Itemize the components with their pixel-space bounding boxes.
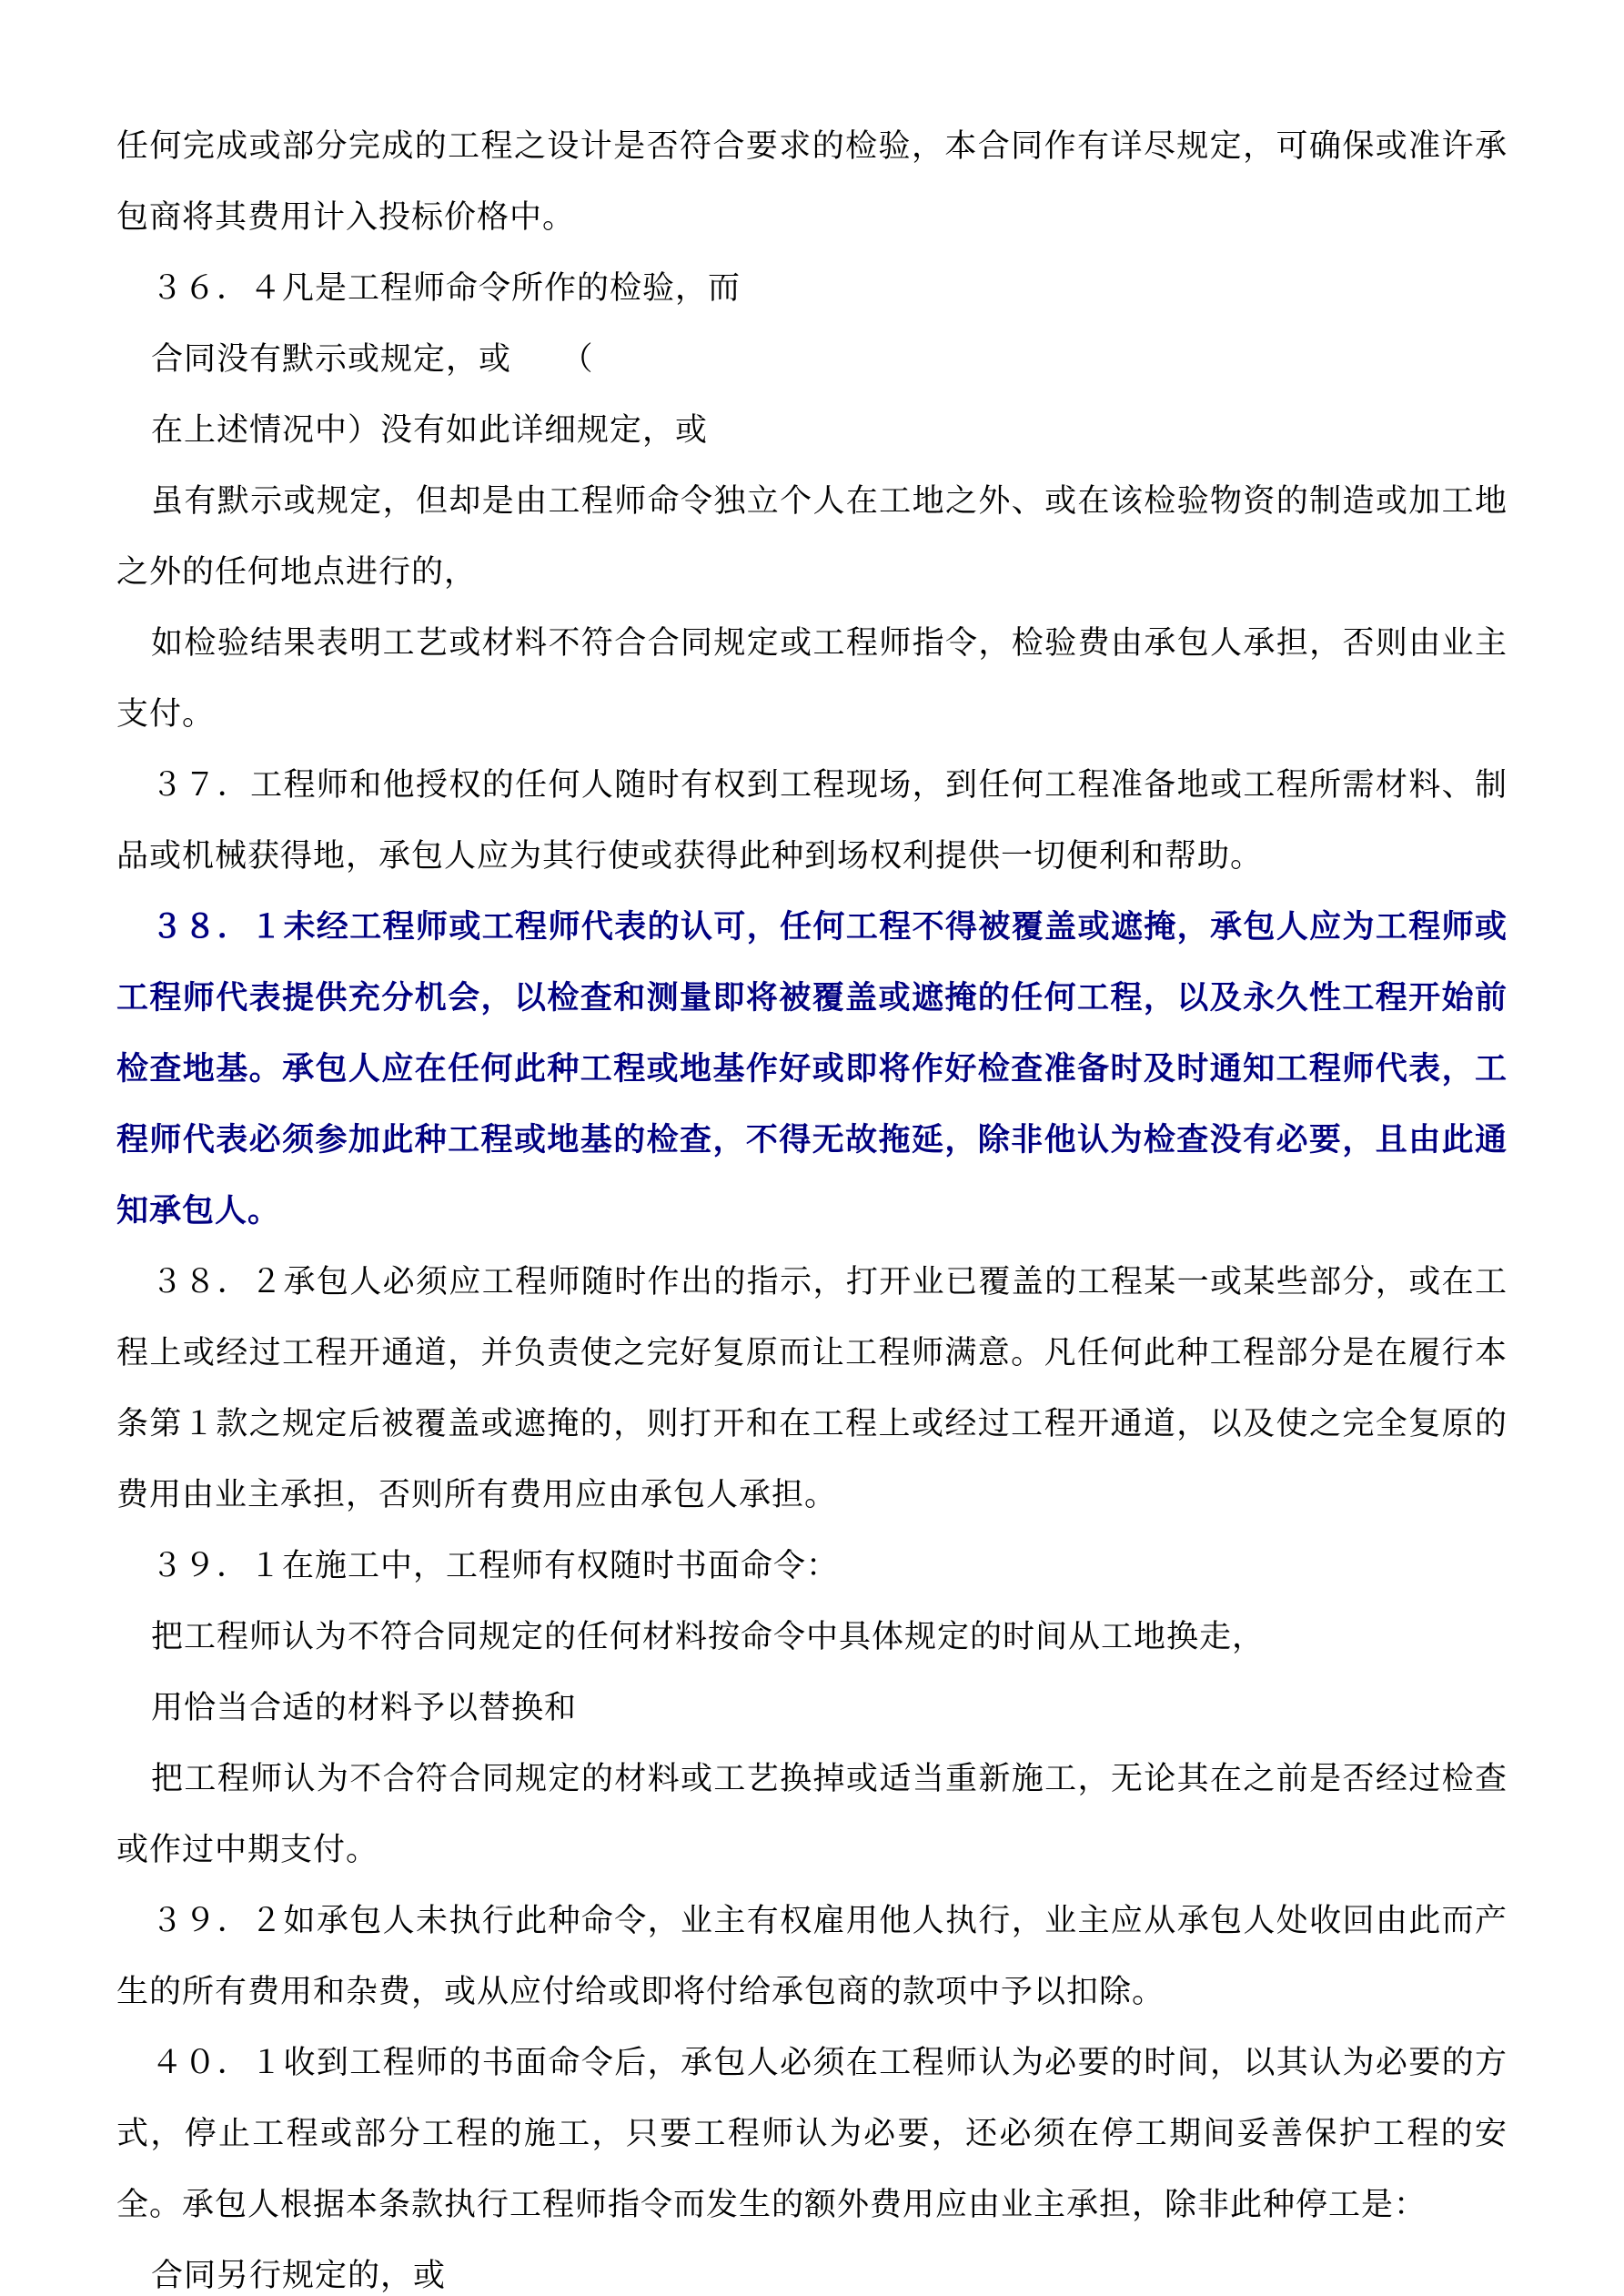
paragraph-clause-38-1: ３８．１未经工程师或工程师代表的认可，任何工程不得被覆盖或遮掩，承包人应为工程师或工程师代表提供充分机会，以检查和测量即将被覆盖或遮掩的任何工程，以及永久性工程开始前检查地基。承包人应在任何此种工程或地基作好或即将作好检查准备时及时通知工程师代表，工程师代表必须参加此种工程或地基的检查，不得无故拖延，除非他认为检查没有必要，且由此通知承包人。 (116, 909, 1508, 1229)
paragraph-clause-37: ３７．工程师和他授权的任何人随时有权到工程现场，到任何工程准备地或工程所需材料、制品或机械获得地，承包人应为其行使或获得此种到场权利提供一切便利和帮助。 (116, 767, 1508, 874)
paragraph-clause-39-1-c: 把工程师认为不合符合同规定的材料或工艺换掉或适当重新施工，无论其在之前是否经过检查或作过中期支付。 (116, 1761, 1508, 1867)
paragraph-clause-38-2: ３８．２承包人必须应工程师随时作出的指示，打开业已覆盖的工程某一或某些部分，或在工程上或经过工程开通道，并负责使之完好复原而让工程师满意。凡任何此种工程部分是在履行本条第１款之规定后被覆盖或遮掩的，则打开和在工程上或经过工程开通道，以及使之完全复原的费用由业主承担，否则所有费用应由承包人承担。 (116, 1264, 1508, 1512)
paragraph-clause-36-4-b: 在上述情况中）没有如此详细规定，或 (151, 412, 709, 448)
paragraph-clause-36-4-a: 合同没有默示或规定，或 （ (151, 341, 594, 377)
paragraph-continuation: 任何完成或部分完成的工程之设计是否符合要求的检验，本合同作有详尽规定，可确保或准许承包商将其费用计入投标价格中。 (116, 128, 1508, 235)
paragraph-clause-40-1-a: 合同另行规定的，或 (151, 2258, 447, 2293)
paragraph-clause-36-4-d: 如检验结果表明工艺或材料不符合合同规定或工程师指令，检验费由承包人承担，否则由业主支付。 (116, 625, 1508, 732)
paragraph-clause-36-4: ３６．４凡是工程师命令所作的检验，而 (151, 270, 741, 306)
paragraph-clause-39-1-b: 用恰当合适的材料予以替换和 (151, 1690, 578, 1725)
paragraph-clause-36-4-c: 虽有默示或规定，但却是由工程师命令独立个人在工地之外、或在该检验物资的制造或加工地之外的任何地点进行的， (116, 483, 1508, 590)
paragraph-clause-40-1: ４０．１收到工程师的书面命令后，承包人必须在工程师认为必要的时间，以其认为必要的方式，停止工程或部分工程的施工，只要工程师认为必要，还必须在停工期间妥善保护工程的安全。承包人根据本条款执行工程师指令而发生的额外费用应由业主承担，除非此种停工是： (116, 2045, 1508, 2222)
paragraph-clause-39-2: ３９．２如承包人未执行此种命令，业主有权雇用他人执行，业主应从承包人处收回由此而产生的所有费用和杂费，或从应付给或即将付给承包商的款项中予以扣除。 (116, 1903, 1508, 2009)
paragraph-clause-39-1-a: 把工程师认为不符合同规定的任何材料按命令中具体规定的时间从工地换走， (151, 1619, 1266, 1654)
paragraph-clause-39-1: ３９．１在施工中，工程师有权随时书面命令： (151, 1548, 840, 1583)
